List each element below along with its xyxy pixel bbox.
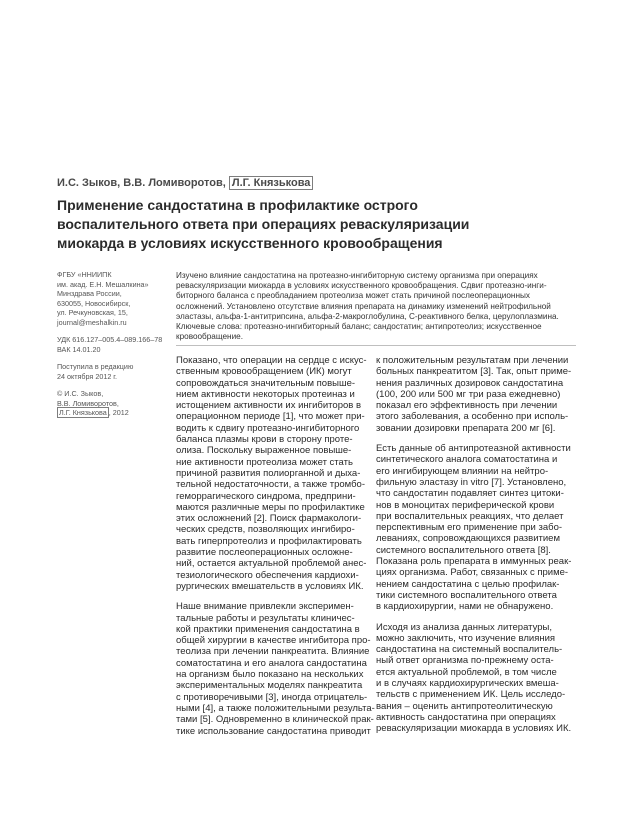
text-line: тезиологического обеспечения кардиохи- (176, 569, 359, 581)
text-line: активность сандостатина при операциях (376, 711, 556, 723)
abstract-line: осложнений. Установлено отсутствие влияния препарата на динамику изменений нейтрофильной (176, 301, 551, 311)
text-line: ственным кровообращением (ИК) могут (176, 366, 352, 378)
text-line: этих осложнений [2]. Поиск фармакологи- (176, 513, 362, 525)
body-right-column (376, 355, 576, 735)
text-line: ний, остается актуальной проблемой анес- (176, 558, 367, 570)
text-line: Показано, что операции на сердце с искус- (176, 355, 367, 366)
text-line: Показана роль препарата в иммунных реак- (376, 556, 572, 568)
text-line: больных панкреатитом [3]. Так, опыт приме- (376, 366, 572, 378)
text-line: экспериментальных моделях панкреатита (176, 680, 363, 692)
text-line: нов в моноцитах периферической крови (376, 499, 555, 511)
text-line: и в случаях кардиохирургических вмеша- (376, 678, 559, 690)
affiliation-line: ФГБУ «ННИИПК (57, 270, 112, 279)
text-line: что сандостатин подавляет синтез цитоки- (376, 488, 564, 500)
text-line: развитие послеоперационных осложне- (176, 547, 353, 559)
affiliation-line: Минздрава России, (57, 289, 122, 298)
text-line: Есть данные об антипротеазной активности (376, 443, 571, 455)
text-line: с противоречивыми [3], иногда отрицатель- (176, 691, 368, 703)
affiliation-line: 630055, Новосибирск, (57, 298, 131, 308)
text-line: геморрагического синдрома, предприни- (176, 490, 356, 502)
text-line: тельств с применением ИК. Цель исследо- (376, 689, 566, 701)
text-line: ние активности протеолиза может стать (176, 456, 353, 468)
abstract-line: эластазы, альфа-1-антитрипсина, альфа-2-макроглобулина, С-реактивного белка, церулоплазмина. (176, 311, 559, 321)
abstract-line: биторного баланса с преобладанием протеолиза может стать причиной послеоперационных (176, 291, 530, 301)
text-line: реваскуляризации миокарда в условиях ИК. (376, 723, 572, 735)
affiliation-line: ВАК 14.01.20 (57, 344, 101, 354)
text-line: циях организма. Работ, связанных с приме- (376, 567, 569, 579)
text-line: причиной развития полиорганной и дыха- (176, 467, 361, 479)
paragraph (376, 355, 576, 434)
text-line: перспективным его применение при забо- (376, 522, 563, 534)
affiliation-line: Поступила в редакцию (57, 362, 134, 371)
text-line: на организм было показано на нескольких (176, 669, 364, 681)
text-line: кой практики применения сандостатина в (176, 623, 360, 635)
paragraph (176, 601, 376, 737)
text-line: сандостатина на системный воспалитель- (376, 644, 563, 656)
text-line: рургических вмешательств в условиях ИК. (176, 580, 364, 592)
authors-line (57, 176, 577, 190)
text-line: ными [4], а также положительными результа- (176, 702, 375, 714)
text-line: Исходя из анализа данных литературы, (376, 621, 552, 633)
affiliation-copyright (57, 389, 167, 408)
copyright-boxed-author: Л.Г. Князькова (59, 408, 107, 417)
text-line: тики системного воспалительного ответа (376, 589, 557, 601)
text-line: тике использование сандостатина приводит (176, 725, 371, 737)
text-line: Наше внимание привлекли эксперимен- (176, 601, 354, 613)
text-line: в кардиохирургии, нами не обнаружено. (376, 601, 554, 613)
paragraph-gap (376, 613, 576, 622)
text-line: операционном периоде [1], что может при- (176, 411, 365, 423)
affiliation-line: © И.С. Зыков, (57, 389, 104, 398)
title-line: воспалительного ответа при операциях реваскуляризации (57, 216, 470, 232)
text-line: истощением активности их ингибиторов в (176, 400, 362, 412)
affiliation-org (57, 270, 167, 327)
text-line: ческих средств, позволяющих ингибиро- (176, 524, 355, 536)
article-title (57, 196, 577, 253)
text-line: его ингибирующем влиянии на нейтро- (376, 465, 549, 477)
body-left-column (176, 355, 376, 737)
text-line: олиза. Поскольку выраженное повыше- (176, 445, 352, 457)
text-line: баланса плазмы крови в сторону проте- (176, 434, 353, 446)
text-line: вать гиперпротеолиз и профилактировать (176, 535, 362, 547)
abstract-line: реваскуляризации миокарда в условиях искусственного кровообращения. Сдвиг протеазно-инги- (176, 281, 547, 291)
text-line: можно заключить, что изучение влияния (376, 632, 556, 644)
text-line: водить к сдвигу протеазно-ингибиторного (176, 422, 360, 434)
author-boxed: Л.Г. Князькова (229, 176, 314, 190)
text-line: нением сандостатина с целью профилак- (376, 578, 560, 590)
copyright-year: , 2012 (108, 408, 129, 417)
text-line: этого заболевания, а особенно при исполь- (376, 411, 569, 423)
abstract-line: кровообращение. (176, 332, 243, 342)
text-line: ный ответ организма по-прежнему оста- (376, 655, 554, 667)
paragraph (376, 443, 576, 612)
affiliation-udk (57, 335, 167, 354)
affiliation-line: 24 октября 2012 г. (57, 371, 118, 381)
affiliation-line: journal@meshalkin.ru (57, 317, 127, 327)
text-line: зовании дозировки препарата 200 мг [6]. (376, 422, 556, 434)
affiliation-block (57, 270, 167, 418)
text-line: сопровождаться значительным повыше- (176, 377, 356, 389)
text-line: нием активности некоторых протеиназ и (176, 388, 355, 400)
paragraph-gap (376, 434, 576, 443)
paragraph (176, 355, 376, 592)
text-line: тами [5]. Одновременно в клинической прак- (176, 714, 374, 726)
text-line: фильную эластазу in vitro [7]. Установлено, (376, 476, 567, 488)
text-line: ется актуальной проблемой, в том числе (376, 666, 557, 678)
text-line: соматостатина и его аналога сандостатина (176, 657, 367, 669)
title-line: миокарда в условиях искусственного кровообращения (57, 235, 443, 251)
abstract (176, 271, 576, 342)
text-line: маются различные меры по профилактике (176, 501, 365, 513)
text-line: показал его эффективность при лечении (376, 400, 558, 412)
text-line: тельной недостаточности, а также тромбо- (176, 479, 365, 491)
text-line: системного воспалительного ответа [8]. (376, 544, 551, 556)
text-line: вания – оценить антипротеолитическую (376, 700, 553, 712)
abstract-line: Ключевые слова: протеазно-ингибиторный баланс; сандостатин; антипротеолиз; искусственное (176, 322, 542, 332)
text-line: леваниях, сопровождающихся развитием (376, 533, 560, 545)
text-line: к положительным результатам при лечении (376, 355, 569, 366)
copyright-last-line (57, 408, 167, 418)
text-line: нения различных дозировок сандостатина (376, 377, 564, 389)
text-line: синтетического аналога соматостатина и (376, 454, 558, 466)
affiliation-line: В.В. Ломиворотов, (57, 398, 119, 408)
abstract-line: Изучено влияние сандостатина на протеазно-ингибиторную систему организма при операциях (176, 271, 538, 280)
affiliation-received (57, 362, 167, 381)
authors-first: И.С. Зыков, В.В. Ломиворотов, (57, 177, 226, 189)
title-line: Применение сандостатина в профилактике острого (57, 197, 418, 213)
text-line: (100, 200 или 500 мг три раза ежедневно) (376, 388, 561, 400)
text-line: теолиза при лечении панкреатита. Влияние (176, 646, 370, 658)
paragraph (376, 622, 576, 735)
text-line: тальные работы и результаты клиничес- (176, 612, 355, 624)
affiliation-line: УДК 616.127–005.4–089.166–78 (57, 335, 163, 344)
abstract-divider (176, 345, 576, 346)
text-line: при воспалительных реакциях, что делает (376, 510, 564, 522)
text-line: общей хирургии в качестве ингибитора про- (176, 635, 371, 647)
affiliation-line: им. акад. Е.Н. Мешалкина» (57, 279, 149, 289)
paragraph-gap (176, 592, 376, 601)
affiliation-line: ул. Речкуновская, 15, (57, 308, 128, 317)
